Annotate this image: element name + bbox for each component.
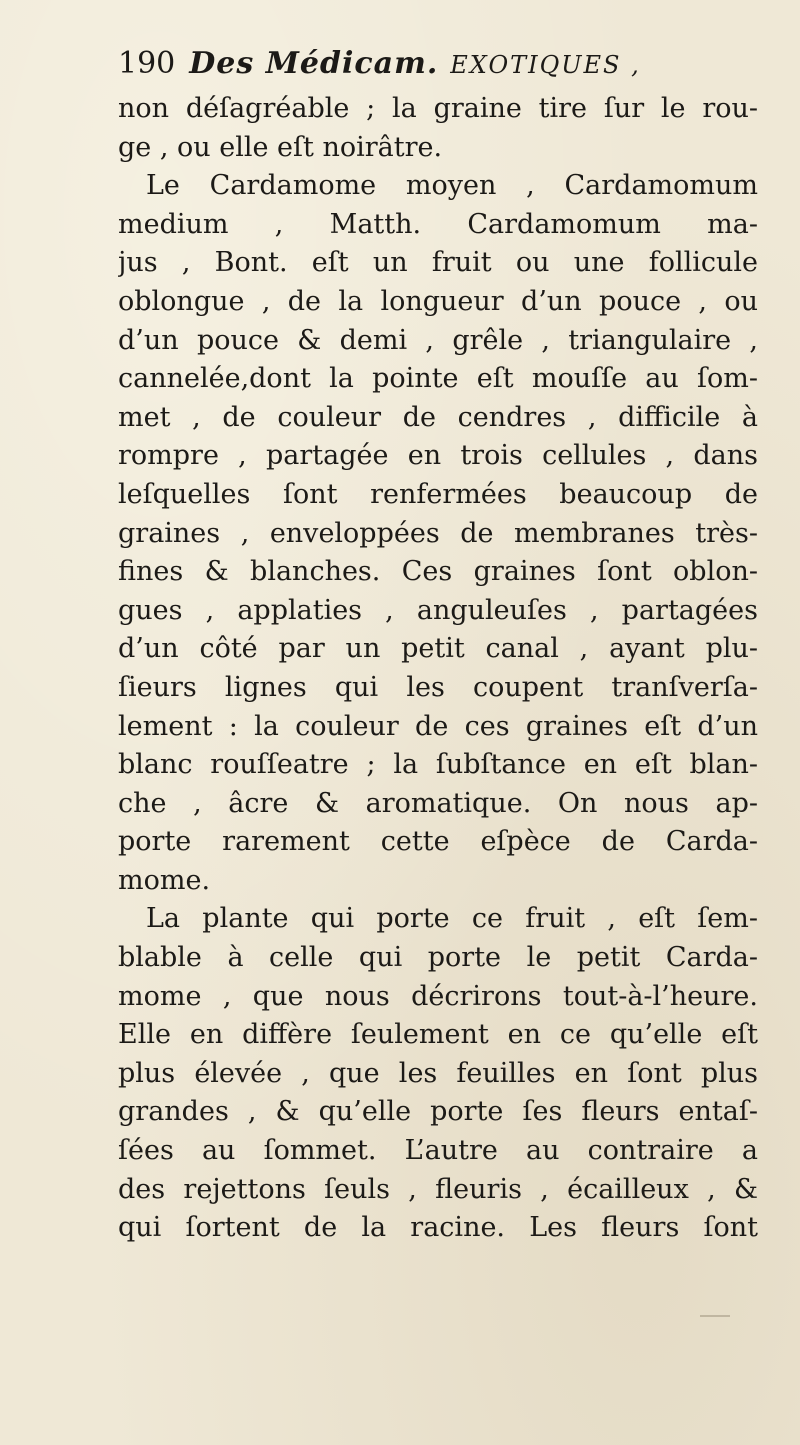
text-line: Elle en diffère ſeulement en ce qu’elle eſt bbox=[118, 1019, 758, 1051]
text-line: non déſagréable ; la graine tire ſur le rou- bbox=[118, 93, 758, 124]
running-title: Des Médicam. bbox=[189, 46, 439, 81]
text-line: rompre , partagée en trois cellules , dans bbox=[118, 440, 758, 472]
text-line: jus , Bont. eſt un fruit ou une follicule bbox=[118, 247, 758, 279]
text-line: grandes , & qu’elle porte ſes fleurs entaſ- bbox=[118, 1096, 758, 1128]
body-text bbox=[118, 90, 758, 1248]
text-line: mome , que nous décrirons tout-à-l’heure. bbox=[118, 980, 758, 1012]
text-line: plus élevée , que les feuilles en ſont plus bbox=[118, 1057, 758, 1089]
text-line: gues , applaties , anguleuſes , partagées bbox=[118, 594, 758, 626]
text-line: graines , enveloppées de membranes très- bbox=[118, 517, 758, 549]
running-title-continued: EXOTIQUES , bbox=[450, 51, 641, 79]
text-line: cannelée,dont la pointe eſt mouſſe au ſom- bbox=[118, 363, 758, 395]
text-line: met , de couleur de cendres , difficile à bbox=[118, 401, 758, 433]
running-head bbox=[118, 38, 758, 90]
text-line: leſquelles ſont renfermées beaucoup de bbox=[118, 478, 758, 510]
text-line: lement : la couleur de ces graines eſt d’un bbox=[118, 710, 758, 742]
text-line: mome. bbox=[118, 864, 211, 896]
text-line: fines & blanches. Ces graines ſont oblon- bbox=[118, 556, 758, 588]
book-page bbox=[118, 38, 758, 1248]
page-number: 190 bbox=[118, 46, 176, 81]
text-line: des rejettons ſeuls , fleuris , écailleux , & bbox=[118, 1173, 758, 1205]
text-line: che , âcre & aromatique. On nous ap- bbox=[118, 787, 758, 819]
text-line: d’un pouce & demi , grêle , triangulaire , bbox=[118, 324, 758, 356]
text-line: blable à celle qui porte le petit Carda- bbox=[118, 942, 758, 974]
text-line: ge , ou elle eſt noirâtre. bbox=[118, 131, 443, 163]
text-line: d’un côté par un petit canal , ayant plu- bbox=[118, 633, 758, 665]
text-line: blanc rouſſeatre ; la ſubſtance en eſt blan- bbox=[118, 749, 758, 781]
text-line: porte rarement cette eſpèce de Carda- bbox=[118, 826, 758, 858]
text-line: oblongue , de la longueur d’un pouce , ou bbox=[118, 285, 758, 317]
text-line: medium , Matth. Cardamomum ma- bbox=[118, 208, 758, 240]
text-line: La plante qui porte ce fruit , eſt ſem- bbox=[146, 903, 758, 935]
text-line: qui ſortent de la racine. Les fleurs ſont bbox=[118, 1212, 758, 1244]
page-smudge bbox=[700, 1315, 730, 1317]
text-line: ſieurs lignes qui les coupent tranſverſa- bbox=[118, 671, 758, 703]
text-line: ſées au ſommet. L’autre au contraire a bbox=[118, 1135, 758, 1167]
text-line: Le Cardamome moyen , Cardamomum bbox=[146, 170, 758, 202]
